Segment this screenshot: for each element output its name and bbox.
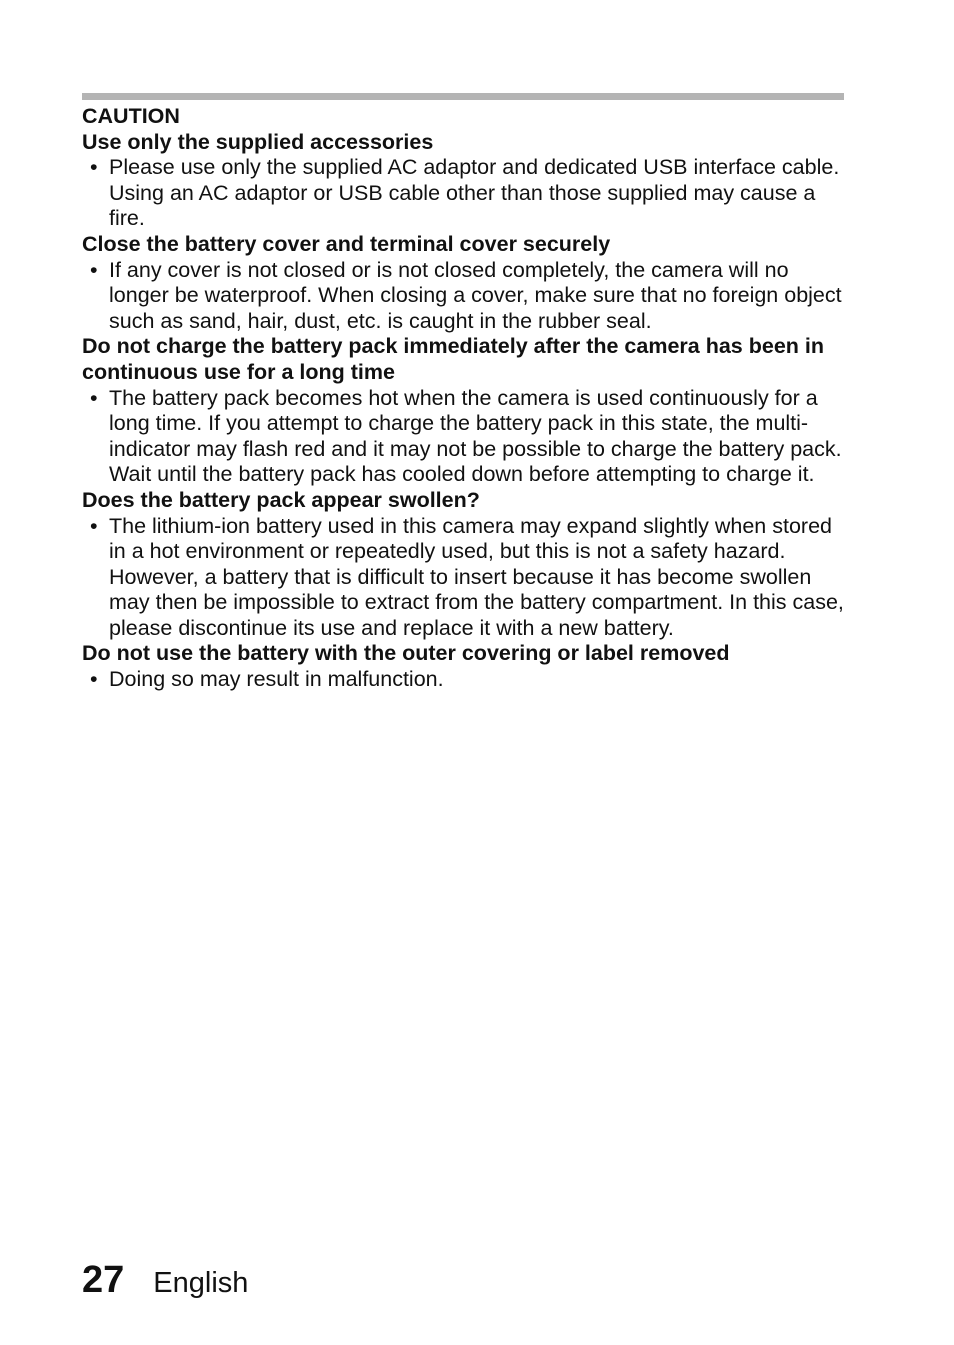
caution-section (82, 130, 844, 232)
bullet-dot-icon: • (90, 667, 98, 692)
section-heading: Do not use the battery with the outer covering or label removed (82, 641, 730, 666)
caution-section (82, 334, 844, 488)
bullet-item (82, 667, 844, 693)
page-footer (82, 1258, 248, 1308)
section-heading: Close the battery cover and terminal cover securely (82, 231, 611, 256)
bullet-dot-icon: • (90, 155, 98, 180)
bullet-item (82, 258, 844, 335)
bullet-text: The lithium-ion battery used in this camera may expand slightly when stored in a hot environment or repeatedly used, but this is not a safety hazard. However, a battery that is difficult to insert because it has become swollen may then be impossible to extract from the battery compartment. In this case, please discontinue its use and replace it with a new battery. (109, 513, 844, 640)
section-heading: Does the battery pack appear swollen? (82, 487, 480, 512)
bullet-dot-icon: • (90, 257, 98, 282)
section-heading: Use only the supplied accessories (82, 129, 434, 154)
page-language-label: English (153, 1267, 249, 1299)
bullet-text: If any cover is not closed or is not closed completely, the camera will no longer be waterproof. When closing a cover, make sure that no foreign object such as sand, hair, dust, etc. is caught in the rubber seal. (109, 257, 842, 333)
caution-block (82, 104, 844, 693)
section-heading: Do not charge the battery pack immediately after the camera has been in continuous use for a long time (82, 334, 824, 384)
top-divider-rule (82, 93, 844, 100)
bullet-text: Doing so may result in malfunction. (109, 667, 444, 692)
bullet-item (82, 155, 844, 232)
caution-section (82, 232, 844, 334)
bullet-item (82, 386, 844, 488)
caution-section (82, 641, 844, 692)
bullet-dot-icon: • (90, 385, 98, 410)
bullet-dot-icon: • (90, 513, 98, 538)
caution-section (82, 488, 844, 642)
bullet-text: Please use only the supplied AC adaptor and dedicated USB interface cable. Using an AC adaptor or USB cable other than those supplied may cause a fire. (109, 155, 840, 231)
page-number: 27 (82, 1259, 125, 1301)
bullet-text: The battery pack becomes hot when the camera is used continuously for a long time. If you attempt to charge the battery pack in this state, the multi-indicator may flash red and it may not be possible to charge the battery pack. Wait until the battery pack has cooled down before attempting to charge it. (109, 385, 842, 487)
caution-title: CAUTION (82, 104, 180, 128)
bullet-item (82, 514, 844, 642)
